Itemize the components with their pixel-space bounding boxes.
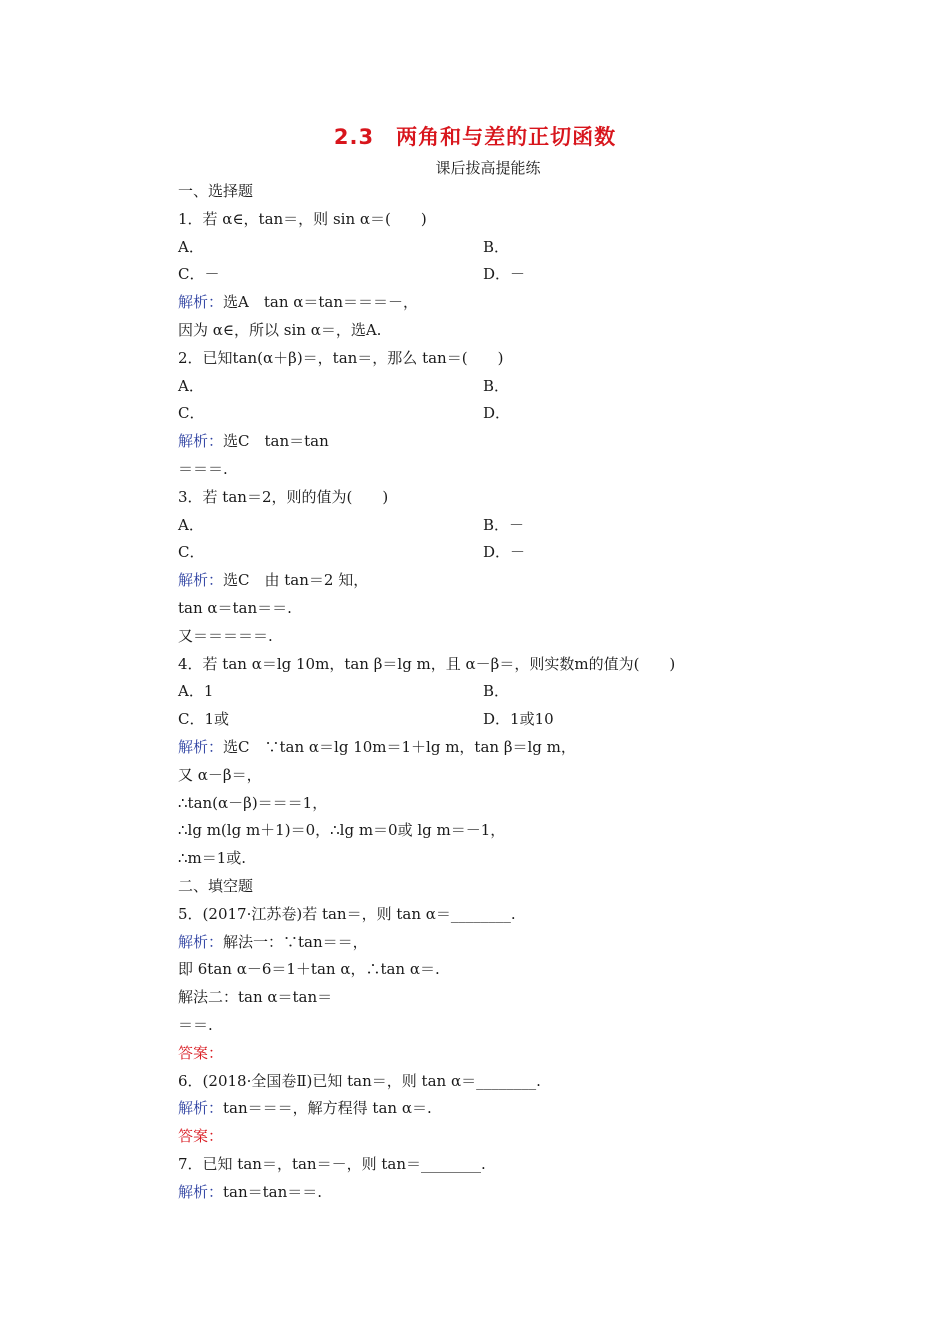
option-c: C．1或 [178, 710, 230, 729]
option-row [178, 400, 798, 428]
analysis-line: ∴lg m(lg m＋1)＝0，∴lg m＝0或 lg m＝－1， [178, 821, 506, 840]
analysis-line: 解析：选C 由 tan＝2 知， [178, 571, 369, 590]
option-row [178, 678, 798, 706]
option-a: A． [178, 237, 204, 256]
analysis-label: 解析： [178, 737, 224, 756]
option-row [178, 261, 798, 289]
analysis-line: 解法二：tan α＝tan＝ [178, 988, 333, 1007]
option-row [178, 373, 798, 401]
question-stem: 1．若 α∈，tan＝，则 sin α＝( ) [178, 209, 427, 228]
question-stem: 2．已知tan(α＋β)＝，tan＝，那么 tan＝( ) [178, 348, 504, 367]
option-row [178, 234, 798, 262]
option-b: B． [483, 682, 510, 701]
option-b: B． [483, 237, 510, 256]
analysis-line: tan α＝tan＝＝. [178, 598, 292, 617]
option-c: C． [178, 543, 205, 562]
analysis-label: 解析： [178, 571, 224, 590]
option-d: D．－ [483, 265, 526, 284]
answer-label: 答案： [178, 1043, 224, 1062]
answer-label: 答案： [178, 1127, 224, 1146]
analysis-label: 解析： [178, 1182, 224, 1201]
analysis-line: ＝＝＝. [178, 459, 228, 478]
option-a: A． [178, 515, 204, 534]
analysis-line: 又＝＝＝＝＝. [178, 626, 273, 645]
option-b: B． [483, 376, 510, 395]
question-stem: 7．已知 tan＝，tan＝－，则 tan＝________. [178, 1154, 486, 1173]
analysis-line: 解析：选C tan＝tan [178, 432, 329, 451]
analysis-line: 解析：解法一：∵tan＝＝， [178, 932, 368, 951]
analysis-label: 解析： [178, 293, 224, 312]
analysis-label: 解析： [178, 932, 224, 951]
document-body [178, 178, 798, 1206]
option-a: A． [178, 376, 204, 395]
option-row [178, 512, 798, 540]
analysis-label: 解析： [178, 432, 224, 451]
analysis-line: ∴m＝1或. [178, 849, 247, 868]
question-stem: 3．若 tan＝2，则的值为( ) [178, 487, 389, 506]
option-d: D．1或10 [483, 710, 554, 729]
analysis-line: 因为 α∈，所以 sin α＝，选A. [178, 320, 382, 339]
question-stem: 4．若 tan α＝lg 10m，tan β＝lg m，且 α－β＝，则实数m的值为( ) [178, 654, 676, 673]
analysis-label: 解析： [178, 1099, 224, 1118]
analysis-line: 又 α－β＝， [178, 765, 262, 784]
analysis-line: 即 6tan α－6＝1＋tan α，∴tan α＝. [178, 960, 440, 979]
question-stem: 5．(2017·江苏卷)若 tan＝，则 tan α＝________. [178, 904, 516, 923]
analysis-line: 解析：选C ∵tan α＝lg 10m＝1＋lg m，tan β＝lg m， [178, 737, 576, 756]
option-c: C．－ [178, 265, 220, 284]
section-heading: 二、填空题 [178, 876, 254, 895]
option-a: A．1 [178, 682, 214, 701]
analysis-line: 解析：tan＝tan＝＝. [178, 1182, 323, 1201]
page-subtitle: 课后拔高提能练 [435, 159, 541, 177]
section-heading: 一、选择题 [178, 182, 254, 200]
analysis-line: 解析：tan＝＝＝，解方程得 tan α＝. [178, 1099, 432, 1118]
option-row [178, 539, 798, 567]
analysis-line: ＝＝. [178, 1015, 213, 1034]
question-stem: 6．(2018·全国卷Ⅱ)已知 tan＝，则 tan α＝________. [178, 1071, 541, 1090]
page-title: 2.3 两角和与差的正切函数 [333, 125, 617, 149]
option-c: C． [178, 404, 205, 423]
analysis-line: 解析：选A tan α＝tan＝＝＝－， [178, 293, 419, 312]
option-d: D． [483, 404, 511, 423]
option-row [178, 706, 798, 734]
option-d: D．－ [483, 543, 526, 562]
analysis-line: ∴tan(α－β)＝＝＝1， [178, 793, 328, 812]
option-b: B．－ [483, 515, 525, 534]
